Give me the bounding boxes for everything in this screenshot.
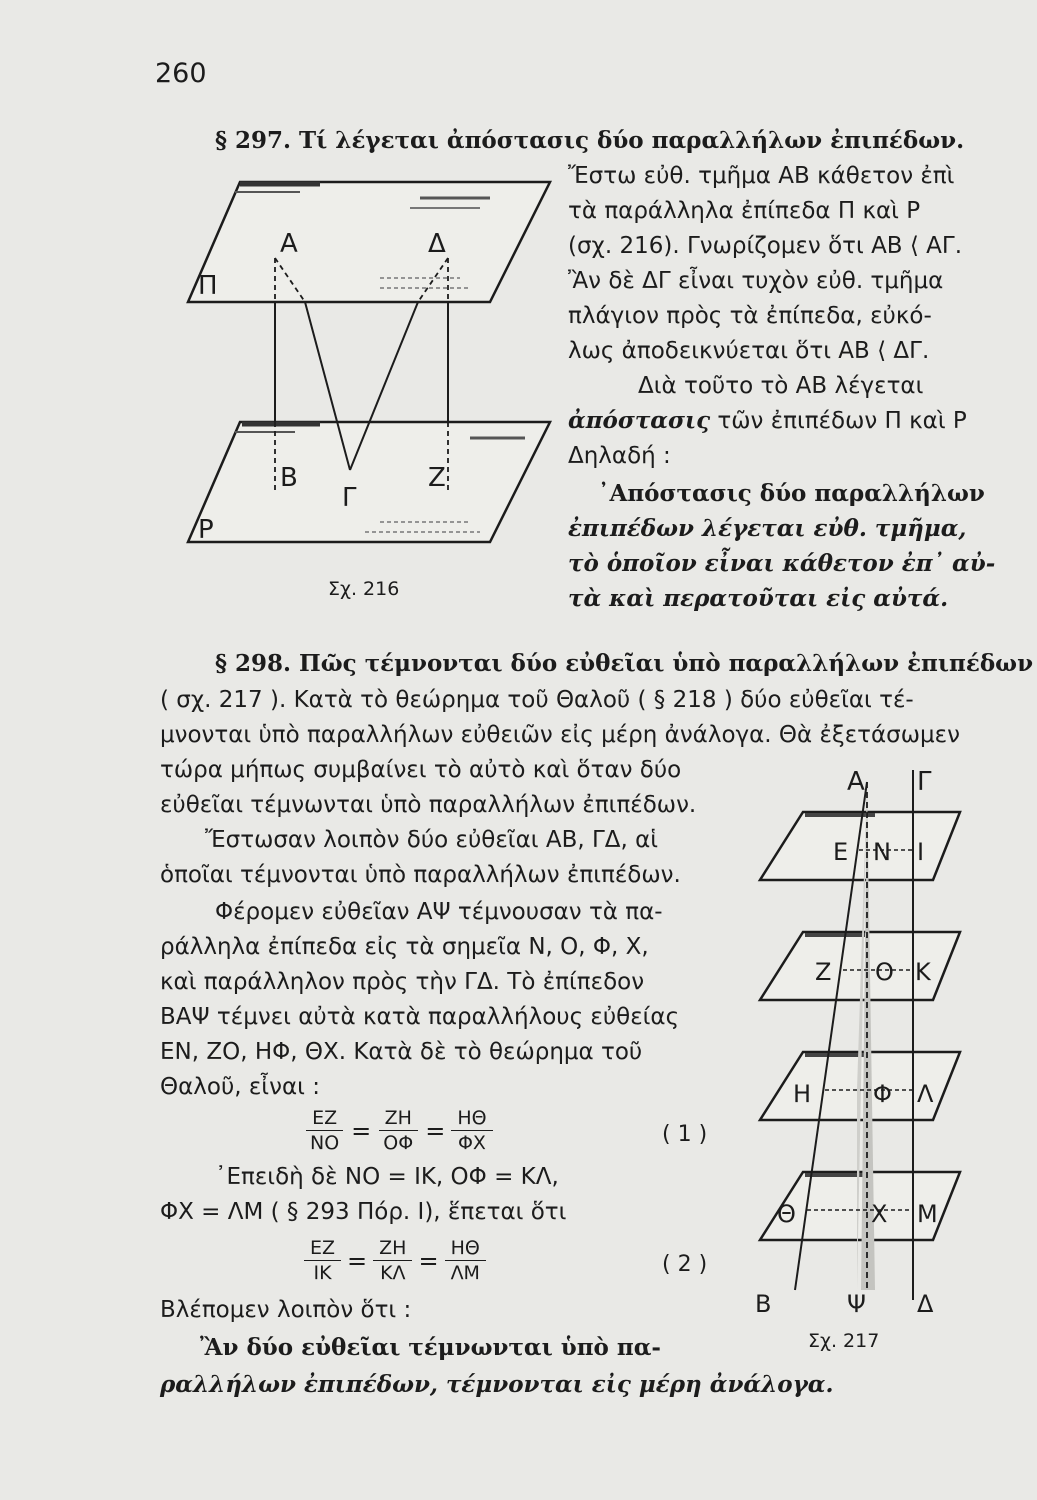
text-line: ΦΧ = ΛΜ ( § 293 Πόρ. Ι), ἕπεται ὅτι	[160, 1199, 567, 1225]
denominator: ΚΛ	[380, 1262, 406, 1284]
fraction	[304, 1106, 345, 1155]
text-line: ΕΝ, ΖΟ, ΗΦ, ΘΧ. Κατὰ δὲ τὸ θεώρημα τοῦ	[160, 1039, 643, 1065]
label-a: Α	[280, 229, 298, 259]
denominator: ΟΦ	[383, 1132, 414, 1154]
text-line: καὶ παράλληλον πρὸς τὴν ΓΔ. Τὸ ἐπίπεδον	[160, 969, 645, 995]
page-number: 260	[155, 58, 207, 89]
text-line: Βλέπομεν λοιπὸν ὅτι :	[160, 1297, 412, 1323]
text-line: Δηλαδή :	[568, 443, 671, 469]
text-line: μνονται ὑπὸ παραλλήλων εὐθειῶν εἰς μέρη ἀνάλογα. Θὰ ἐξετάσωμεν	[160, 722, 960, 748]
label-rho: Ρ	[198, 515, 214, 545]
label-a: Α	[847, 767, 865, 797]
fraction	[373, 1236, 412, 1285]
fraction	[451, 1106, 492, 1155]
label-d: Δ	[428, 229, 446, 259]
equation-1: $\frac{EZ}{NO}$ = $\frac{ZH}{O\Phi}$ = $\frac{H\Theta}{\Phi X}$	[300, 1106, 497, 1155]
label-th: Θ	[777, 1200, 796, 1228]
label-b: Β	[280, 463, 298, 493]
label-n: Ν	[873, 838, 891, 866]
section-297-heading: § 297. Τί λέγεται ἀπόστασις δύο παραλλήλων ἐπιπέδων.	[215, 127, 965, 154]
text-line: ράλληλα ἐπίπεδα εἰς τὰ σημεῖα Ν, Ο, Φ, Χ,	[160, 934, 649, 960]
text-line: Θαλοῦ, εἶναι :	[160, 1074, 320, 1100]
figure-216	[180, 170, 550, 570]
plane-rho	[188, 422, 550, 542]
label-z: Ζ	[815, 958, 832, 986]
text-line: Ἔστωσαν λοιπὸν δύο εὐθεῖαι ΑΒ, ΓΔ, αἱ	[205, 827, 659, 853]
numerator: ΗΘ	[451, 1106, 492, 1131]
label-k: Κ	[915, 958, 931, 986]
equation-2-number: ( 2 )	[662, 1252, 708, 1277]
denominator: ΛΜ	[450, 1262, 480, 1284]
label-m: Μ	[917, 1200, 938, 1228]
plane-1	[760, 812, 960, 880]
label-b: Β	[755, 1290, 772, 1318]
term-apostasis: ἀπόστασις	[568, 407, 711, 434]
label-h: Η	[793, 1080, 812, 1108]
definition-line: ᾿Απόστασις δύο παραλλήλων	[598, 480, 985, 507]
fraction	[377, 1106, 419, 1155]
text-line: Ἂν δὲ ΔΓ εἶναι τυχὸν εὐθ. τμῆμα	[568, 268, 944, 294]
section-298-heading: § 298. Πῶς τέμνονται δύο εὐθεῖαι ὑπὸ παραλλήλων ἐπιπέδων	[215, 650, 1034, 677]
label-l: Λ	[917, 1080, 934, 1108]
text-line: (σχ. 216). Γνωρίζομεν ὅτι ΑΒ ⟨ ΑΓ.	[568, 233, 963, 259]
denominator: ΦΧ	[457, 1132, 486, 1154]
definition-line: ἐπιπέδων λέγεται εὐθ. τμῆμα,	[568, 515, 967, 542]
numerator: ΕΖ	[304, 1236, 341, 1261]
text-line: λως ἀποδεικνύεται ὅτι ΑΒ ⟨ ΔΓ.	[568, 338, 930, 364]
text-line: τώρα μήπως συμβαίνει τὸ αὐτὸ καὶ ὅταν δύο	[160, 757, 682, 783]
denominator: ΙΚ	[313, 1262, 332, 1284]
plane-pi	[188, 182, 550, 302]
fraction	[304, 1236, 341, 1285]
label-e: Ε	[833, 838, 849, 866]
label-i: Ι	[917, 838, 925, 866]
text-line: ΒΑΨ τέμνει αὐτὰ κατὰ παραλλήλους εὐθείας	[160, 1004, 680, 1030]
numerator: ΖΗ	[379, 1106, 418, 1131]
figure-217	[755, 760, 965, 1320]
equation-1-number: ( 1 )	[662, 1122, 708, 1147]
equation-2: $\frac{EZ}{IK}$ = $\frac{ZH}{K\Lambda}$ = $\frac{H\Theta}{\Lambda M}$	[300, 1236, 490, 1285]
fraction	[445, 1236, 486, 1285]
figure-216-caption: Σχ. 216	[328, 578, 400, 600]
text-line: τὰ παράλληλα ἐπίπεδα Π καὶ Ρ	[568, 198, 921, 224]
text-line: ( σχ. 217 ). Κατὰ τὸ θεώρημα τοῦ Θαλοῦ ( § 218 ) δύο εὐθεῖαι τέ-	[160, 687, 914, 713]
numerator: ΕΖ	[306, 1106, 343, 1131]
numerator: ΖΗ	[373, 1236, 412, 1261]
text-line: Ἔστω εὐθ. τμῆμα ΑΒ κάθετον ἐπὶ	[568, 163, 955, 189]
numerator: ΗΘ	[445, 1236, 486, 1261]
label-x: Χ	[871, 1200, 888, 1228]
conclusion-line: Ἂν δύο εὐθεῖαι τέμνωνται ὑπὸ πα-	[200, 1334, 661, 1361]
denominator: ΝΟ	[310, 1132, 340, 1154]
definition-line: τὸ ὁποῖον εἶναι κάθετον ἐπ᾿ αὐ-	[568, 550, 996, 577]
label-psi: Ψ	[847, 1290, 866, 1318]
text-line-rest: τῶν ἐπιπέδων Π καὶ Ρ	[717, 408, 967, 434]
text-line: Διὰ τοῦτο τὸ ΑΒ λέγεται	[638, 373, 924, 399]
label-g: Γ	[917, 767, 932, 797]
label-g: Γ	[342, 483, 357, 513]
figure-217-caption: Σχ. 217	[808, 1330, 880, 1352]
label-o: Ο	[875, 958, 894, 986]
text-line: πλάγιον πρὸς τὰ ἐπίπεδα, εὐκό-	[568, 303, 932, 329]
label-f: Φ	[873, 1080, 892, 1108]
label-z: Ζ	[428, 463, 446, 493]
text-line-with-term	[568, 407, 967, 435]
definition-line: τὰ καὶ περατοῦται εἰς αὐτά.	[568, 585, 949, 612]
label-pi: Π	[198, 271, 218, 301]
text-line: Φέρομεν εὐθεῖαν ΑΨ τέμνουσαν τὰ πα-	[215, 899, 663, 925]
text-line: ὁποῖαι τέμνονται ὑπὸ παραλλήλων ἐπιπέδων.	[160, 862, 681, 888]
text-line: εὐθεῖαι τέμνωνται ὑπὸ παραλλήλων ἐπιπέδων.	[160, 792, 697, 818]
conclusion-line: ραλλήλων ἐπιπέδων, τέμνονται εἰς μέρη ἀνάλογα.	[160, 1371, 834, 1398]
label-d: Δ	[917, 1290, 934, 1318]
text-line: ᾿Επειδὴ δὲ ΝΟ = ΙΚ, ΟΦ = ΚΛ,	[215, 1164, 559, 1190]
